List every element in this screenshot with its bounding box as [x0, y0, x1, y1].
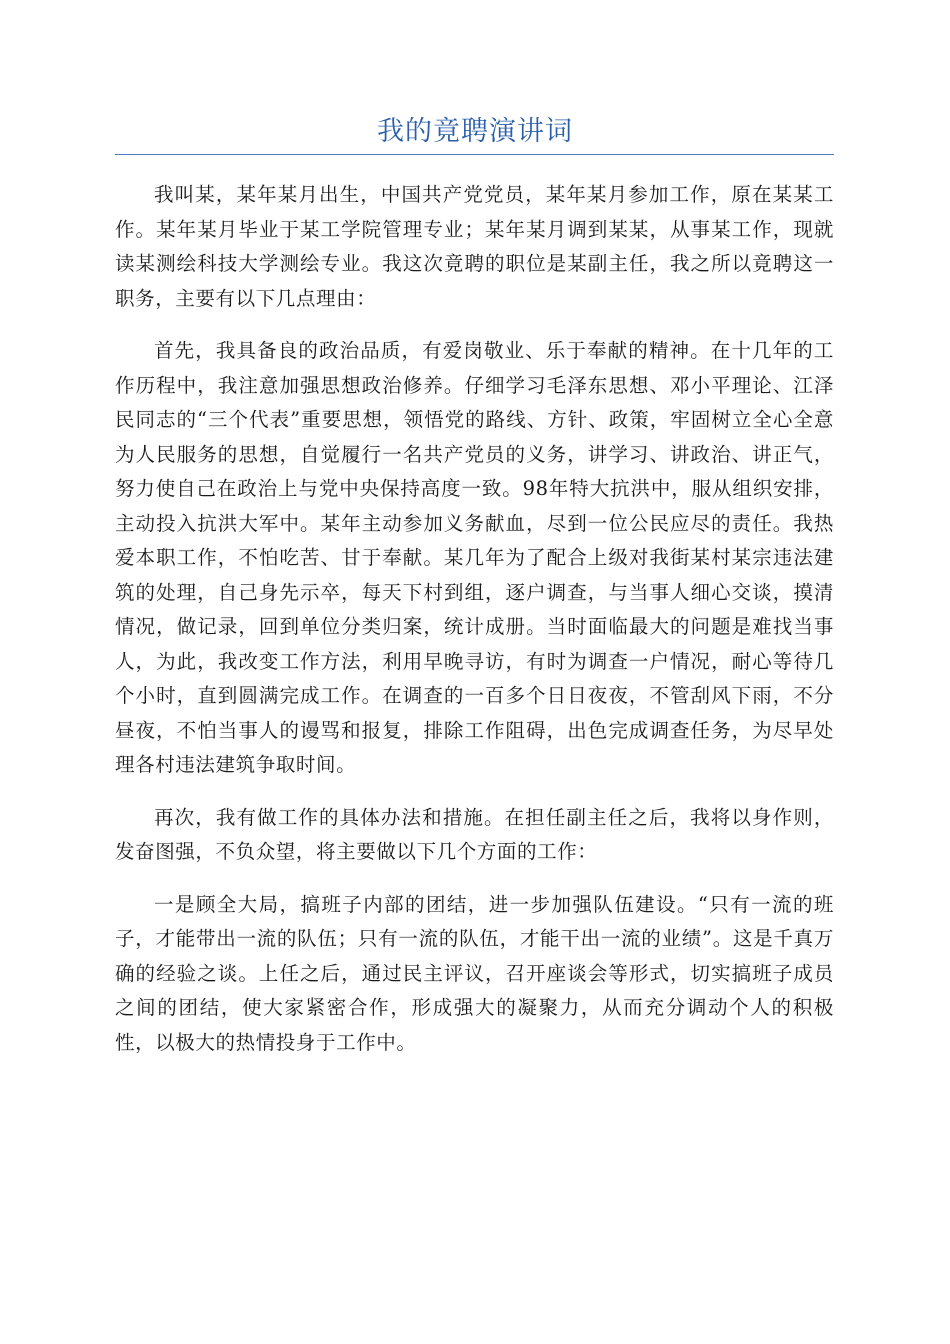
paragraph-team-unity: 一是顾全大局，搞班子内部的团结，进一步加强队伍建设。“只有一流的班子，才能带出一流的队伍；只有一流的队伍，才能干出一流的业绩”。这是千真万确的经验之谈。上任之后，通过民主评议，召开座谈会等形式，切实搞班子成员之间的团结，使大家紧密合作，形成强大的凝聚力，从而充分调动个人的积极性，以极大的热情投身于工作中。: [115, 892, 834, 1054]
document-body: [115, 178, 834, 1078]
title-underline: [115, 154, 834, 155]
document-title: 我的竟聘演讲词: [377, 116, 573, 147]
paragraph-political-quality: 首先，我具备良的政治品质，有爱岗敬业、乐于奉献的精神。在十几年的工作历程中，我注意加强思想政治修养。仔细学习毛泽东思想、邓小平理论、江泽民同志的“三个代表”重要思想，领悟党的路线、方针、政策，牢固树立全心全意为人民服务的思想，自觉履行一名共产党员的义务，讲学习、讲政治、讲正气，努力使自己在政治上与党中央保持高度一致。98年特大抗洪中，服从组织安排，主动投入抗洪大军中。某年主动参加义务献血，尽到一位公民应尽的责任。我热爱本职工作，不怕吃苦、甘于奉献。某几年为了配合上级对我街某村某宗违法建筑的处理，自己身先示卒，每天下村到组，逐户调查，与当事人细心交谈，摸清情况，做记录，回到单位分类归案，统计成册。当时面临最大的问题是难找当事人，为此，我改变工作方法，利用早晚寻访，有时为调查一户情况，耐心等待几个小时，直到圆满完成工作。在调查的一百多个日日夜夜，不管刮风下雨，不分昼夜，不怕当事人的谩骂和报复，排除工作阻碍，出色完成调查任务，为尽早处理各村违法建筑争取时间。: [115, 339, 834, 776]
paragraph-introduction: 我叫某，某年某月出生，中国共产党党员，某年某月参加工作，原在某某工作。某年某月毕业于某工学院管理专业；某年某月调到某某，从事某工作，现就读某测绘科技大学测绘专业。我这次竟聘的职位是某副主任，我之所以竟聘这一职务，主要有以下几点理由：: [115, 183, 834, 310]
paragraph-work-measures: 再次，我有做工作的具体办法和措施。在担任副主任之后，我将以身作则，发奋图强，不负众望，将主要做以下几个方面的工作：: [115, 805, 834, 863]
